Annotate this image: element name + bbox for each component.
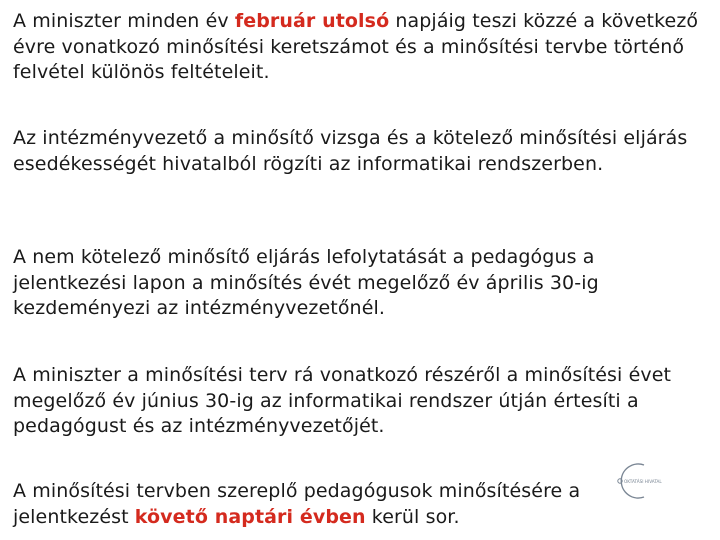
paragraph-notification: A miniszter a minősítési terv rá vonatkozó részéről a minősítési évet megelőző év június 30-ig az informatikai rendszer útján értesíti a pedagógust és az intézményvezetőjét. [13, 364, 672, 437]
paragraph-qualification-timing [13, 479, 613, 530]
paragraph-publication-deadline [13, 9, 703, 86]
paragraph-text: napjáig teszi közzé a következő évre vonatkozó minősítési keretszámot és a minősítési tervbe történő felvétel különös feltételeit. [13, 10, 699, 83]
highlight-calendar-year: követő naptári évben [134, 505, 366, 528]
paragraph-voluntary-procedure: A nem kötelező minősítő eljárás lefolytatását a pedagógus a jelentkezési lapon a minősítés évét megelőző év április 30-ig kezdeményezi az intézményvezetőnél. [13, 246, 599, 319]
highlight-deadline: február utolsó [234, 10, 390, 32]
paragraph-text: A miniszter minden év [13, 10, 235, 32]
logo-text: OKTATÁSI HIVATAL [624, 479, 662, 484]
paragraph-mandatory-procedure: Az intézményvezető a minősítő vizsga és a kötelező minősítési eljárás esedékességét hivatalból rögzíti az informatikai rendszerben. [13, 127, 688, 175]
paragraph-text: kerül sor. [365, 505, 460, 528]
paragraph-text: A minősítési tervben szereplő pedagógusok minősítésére a jelentkezést [13, 480, 581, 528]
oktatasi-hivatal-logo [614, 459, 702, 503]
